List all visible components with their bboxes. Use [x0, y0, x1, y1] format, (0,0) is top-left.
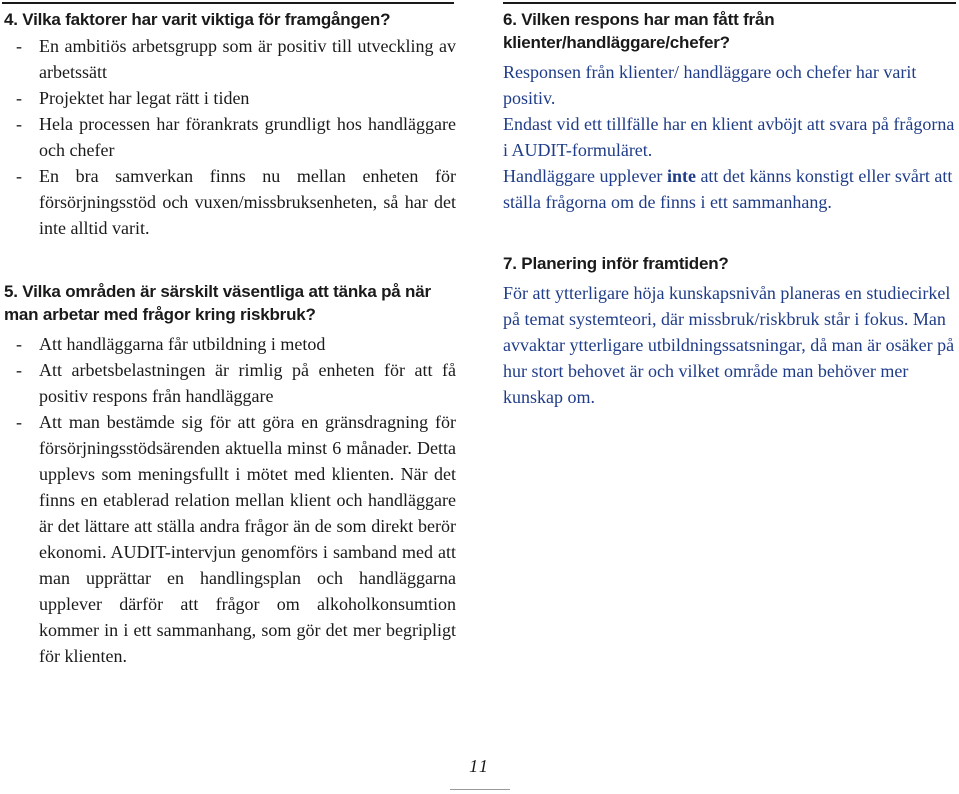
section-6-heading: 6. Vilken respons har man fått från klienter/handläggare/chefer?	[503, 10, 775, 52]
right-top-rule	[503, 2, 956, 4]
section-7-paragraph: För att ytterligare höja kunskapsnivån planeras en studiecirkel på temat systemteori, där missbruk/riskbruk står i fokus. Man avvaktar ytterligare utbildningssatsningar, då man är osäker på hur stort behovet är och vilket område man behöver mer kunskap om.	[503, 283, 955, 407]
section-7-body	[503, 280, 956, 410]
section-6-paragraph: Responsen från klienter/ handläggare och chefer har varit positiv.	[503, 62, 917, 108]
section-6	[503, 8, 956, 215]
list-item: - En bra samverkan finns nu mellan enheten för försörjningsstöd och vuxen/missbruksenheten, så har det inte alltid varit.	[16, 166, 456, 238]
section-5-list	[4, 331, 456, 669]
section-4-list	[4, 33, 456, 241]
section-7	[503, 252, 956, 410]
section-6-paragraph: Endast vid ett tillfälle har en klient avböjt att svara på frågorna i AUDIT-formuläret.	[503, 114, 955, 160]
list-item: - Att man bestämde sig för att göra en gränsdragning för försörjningsstödsärenden aktuella minst 6 månader. Detta upplevs som meningsfullt i mötet med klienten. När det finns en etablerad relation mellan klient och handläggare är det lättare att ställa andra frågor än de som direkt berör ekonomi. AUDIT-intervjun genomförs i samband med att man upprättar en handlingsplan och handläggarna upplever därför att frågor om alkoholkonsumtion kommer in i ett sammanhang, som gör det mer begripligt för klienten.	[16, 412, 456, 666]
section-7-heading: 7. Planering inför framtiden?	[503, 254, 729, 273]
emphasis-inte: inte	[666, 166, 696, 186]
page-number: 11	[469, 756, 490, 776]
section-4-heading: 4. Vilka faktorer har varit viktiga för framgången?	[4, 10, 391, 29]
left-column	[4, 8, 456, 669]
list-item: - En ambitiös arbetsgrupp som är positiv till utveckling av arbetssätt	[16, 36, 456, 82]
section-5-heading: 5. Vilka områden är särskilt väsentliga att tänka på när man arbetar med frågor kring riskbruk?	[4, 282, 431, 324]
list-item: - Projektet har legat rätt i tiden	[16, 88, 250, 108]
list-item: - Att arbetsbelastningen är rimlig på enheten för att få positiv respons från handläggare	[16, 360, 456, 406]
page-number-rule	[450, 789, 510, 790]
section-6-body	[503, 59, 956, 215]
left-top-rule	[2, 2, 454, 4]
section-4	[4, 8, 456, 241]
section-5	[4, 280, 456, 669]
section-6-paragraph: Handläggare upplever inte att det känns konstigt eller svårt att ställa frågorna om de finns i ett sammanhang.	[503, 166, 953, 212]
list-item: - Hela processen har förankrats grundligt hos handläggare och chefer	[16, 114, 456, 160]
right-column	[503, 8, 956, 410]
list-item: - Att handläggarna får utbildning i metod	[16, 334, 326, 354]
